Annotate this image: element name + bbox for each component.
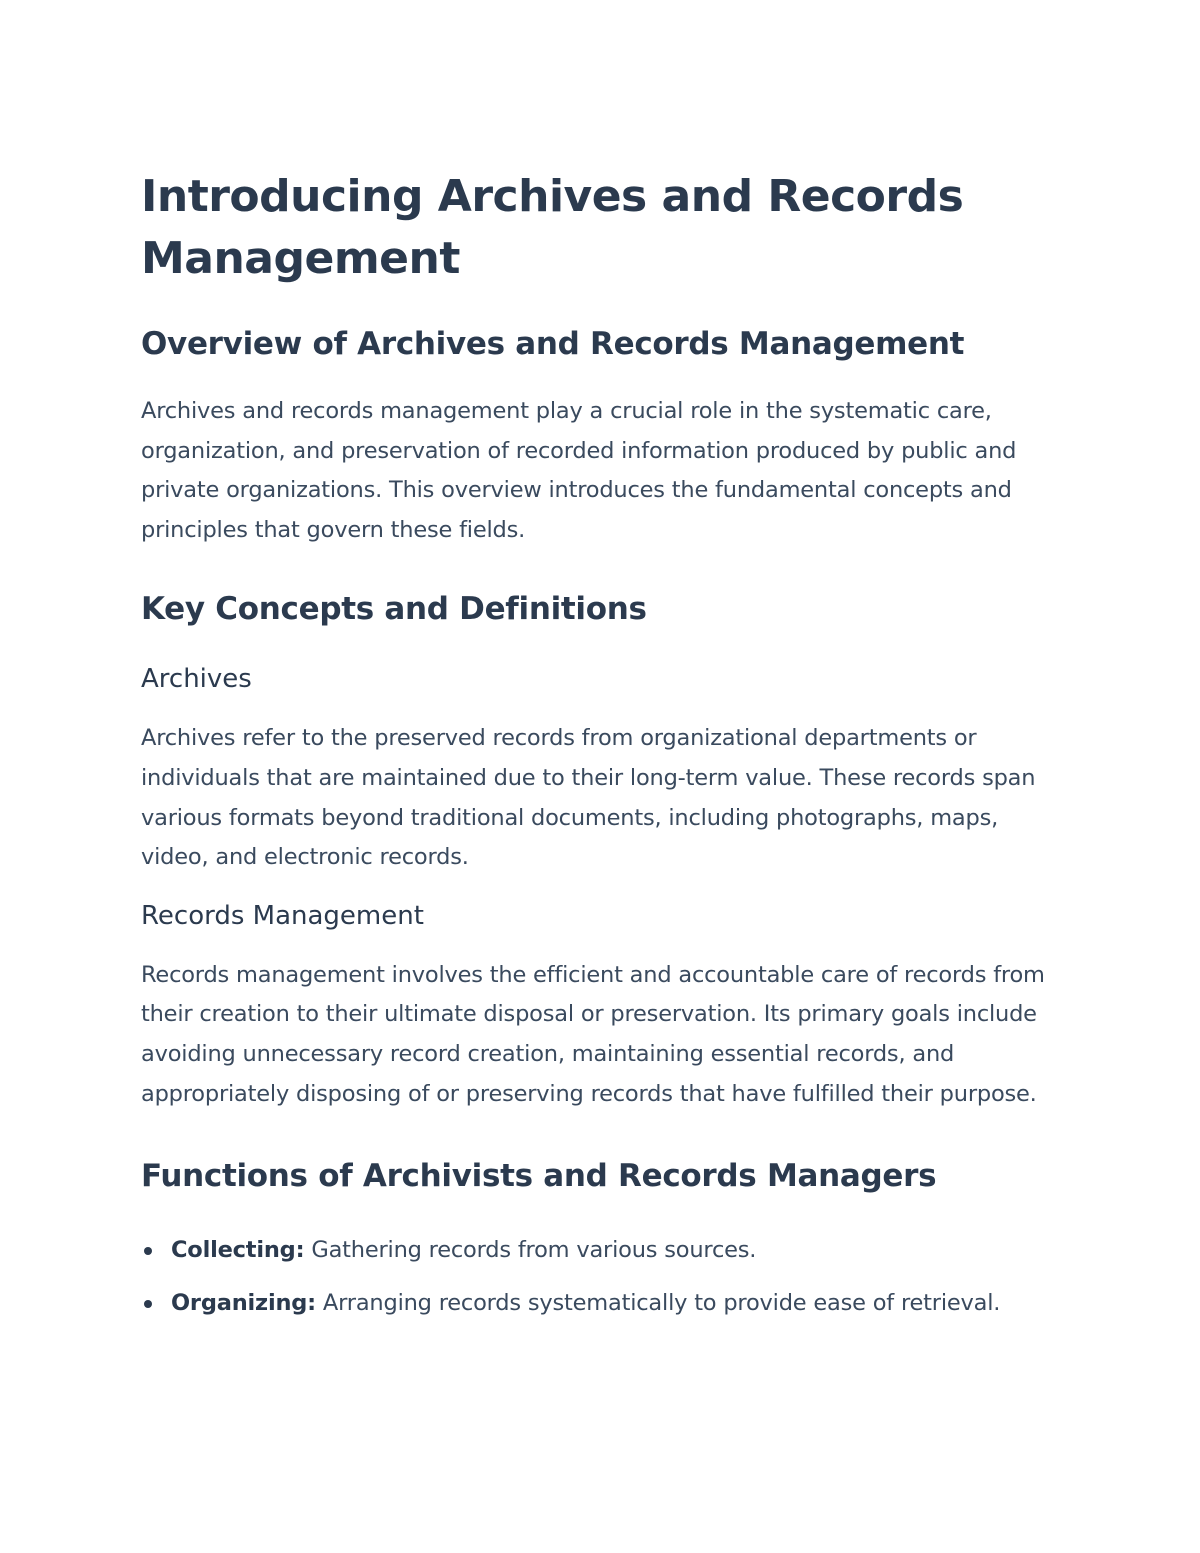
subsection-heading-archives: Archives [141,664,252,695]
page-title: Introducing Archives and Records Management [141,171,964,284]
list-item-term: Collecting: [171,1237,305,1264]
bullet-icon [144,1247,152,1255]
document-page [141,166,1071,1336]
bullet-icon [144,1300,152,1308]
list-item-term: Organizing: [171,1289,316,1316]
section-body-overview: Archives and records management play a crucial role in the systematic care, organization, and preservation of recorded information produced by public and private organizations. This overview introduces the fundamental concepts and principles that govern these fields. [141,398,1017,543]
list-item [141,1231,1071,1271]
functions-list [141,1231,1071,1323]
subsection-body-archives: Archives refer to the preserved records from organizational departments or individuals that are maintained due to their long-term value. These records span various formats beyond traditional documents, including photographs, maps, video, and electronic records. [141,725,1036,871]
section-heading-functions: Functions of Archivists and Records Managers [141,1158,937,1195]
section-heading-overview: Overview of Archives and Records Management [141,326,965,362]
subsection-body-records-management: Records management involves the efficient and accountable care of records from their creation to their ultimate disposal or preservation. Its primary goals include avoiding unnecessary record creation, maintaining essential records, and appropriately disposing of or preserving records that have fulfilled their purpose. [141,961,1045,1107]
section-heading-key-concepts: Key Concepts and Definitions [141,591,647,628]
list-item [141,1284,1071,1324]
subsection-heading-records-management: Records Management [141,900,424,931]
list-item-text: Gathering records from various sources. [304,1237,757,1264]
list-item-text: Arranging records systematically to provide ease of retrieval. [315,1289,1001,1316]
